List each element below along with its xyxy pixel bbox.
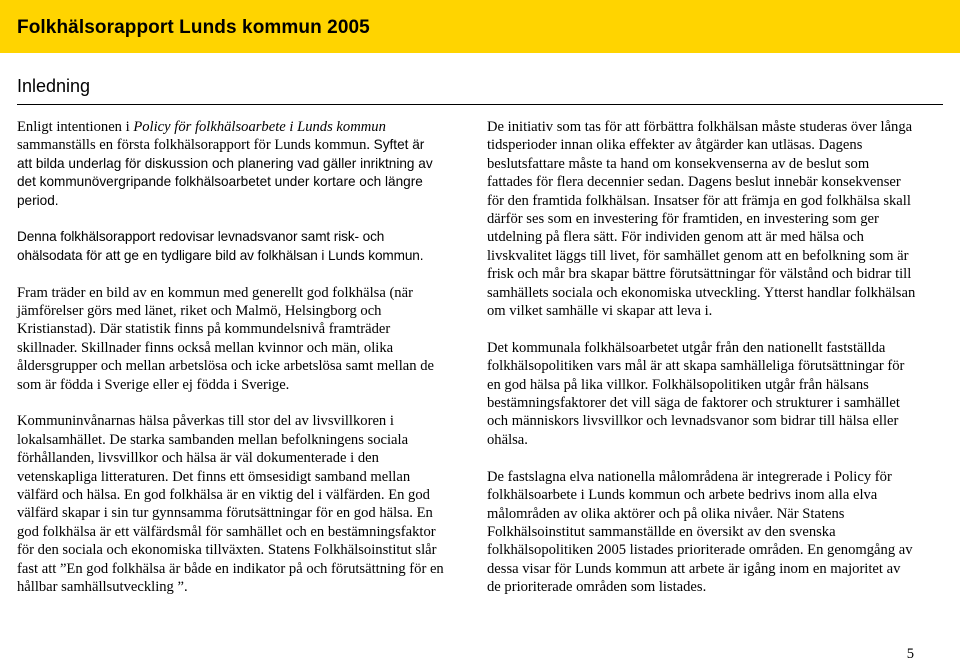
header-banner [0, 0, 960, 53]
paragraph-living-conditions: Kommuninvånarnas hälsa påverkas till stor del av livsvillkoren i lokalsamhället. De starka sambanden mellan befolkningens sociala förhållanden, livsvillkor och hälsa är väl dokumenterade i den vetenskapliga litteraturen. Det finns ett ömsesidigt samband mellan välfärd och hälsa. En god folkhälsa är en viktig del i välfärden. En god välfärd skapar i sin tur gynnsamma förutsättningar för en god hälsa. En god folkhälsa är ett välfärdsmål för samhället och en bestämningsfaktor för den sociala och ekonomiska tillväxten. Statens Folkhälsoinstitut slår fast att ”En god folkhälsa är både en indikator på och förutsättning för en hållbar samhällsutveckling ”. [17, 413, 444, 596]
document-title: Folkhälsorapport Lunds kommun 2005 [17, 17, 370, 38]
intro-purpose-text: Syftet är att bilda underlag för diskussion och planering vad gäller inriktning av det kommunövergripande folkhälsoarbetet under kortare och längre period. [17, 137, 433, 208]
paragraph-report-scope: Denna folkhälsorapport redovisar levnadsvanor samt risk- och ohälsodata för att ge en tydligare bild av folkhälsan i Lunds kommun. [17, 229, 424, 263]
page-number: 5 [906, 646, 914, 662]
heading-divider [17, 104, 943, 105]
paragraph-national-goals: De fastslagna elva nationella målområdena är integrerade i Policy för folkhälsoarbete i Lunds kommun och arbete bedrivs inom alla elva målområden av olika aktörer och på olika nivåer. När Statens Folkhälsoinstitut sammanställde en översikt av den svenska folkhälsopolitiken 2005 listades prioriterade områden. En genomgång av dessa visar för Lunds kommun att arbete är igång inom en majoritet av de prioriterade områden som listades. [487, 468, 913, 596]
right-column [487, 118, 917, 615]
section-heading: Inledning [17, 76, 91, 96]
paragraph-findings: Fram träder en bild av en kommun med generellt god folkhälsa (när jämförelser görs med länet, riket och Malmö, Helsingborg och Kristianstad). Där statistik finns på kommundelsnivå framträder skillnader. Skillnader finns också mellan kvinnor och män, olika åldersgrupper och mellan arbetslösa och icke arbetslösa samt mellan de som är födda i Sverige eller ej födda i Sverige. [17, 284, 434, 393]
intro-text-end: sammanställs en första folkhälsorapport för Lunds kommun. [17, 137, 374, 154]
paragraph-municipal-work: Det kommunala folkhälsoarbetet utgår från den nationellt fastställda folkhälsopolitiken vars mål är att skapa samhälleliga förutsättningar för en god hälsa på lika villkor. Folkhälsopolitiken utgår från hälsans bestämningsfaktorer det vill säga de faktorer och strukturer i samhället och människors livsvillkor och levnadsvanor som bidrar till hälsa eller ohälsa. [487, 339, 905, 448]
paragraph-initiatives: De initiativ som tas för att förbättra folkhälsan måste studeras över långa tidsperioder innan olika effekter av åtgärder kan utläsas. Dagens beslutsfattare måste ta hand om konsekvenserna av de beslut som fattades för flera decennier sedan. Dagens beslut innebär konsekvenser för den framtida folkhälsan. Insatser för att främja en god folkhälsa skall därför ses som en investering för framtiden, en investering som ger utdelning på flera sätt. För individen genom att är med hälsa och livskvalitet läggs till livet, för samhället genom att en befolkning som är frisk och mår bra skapar bättre förutsättningar för välstånd och bidrar till samhällets sociala och ekonomiska utveckling. Ytterst handlar folkhälsan om vilket samhälle vi skapar att leva i. [487, 119, 916, 320]
intro-text-start: Enligt intentionen i [17, 119, 134, 135]
paragraph-intro [17, 118, 437, 210]
left-column [17, 118, 449, 615]
policy-title-italic: Policy för folkhälsoarbete i Lunds kommun [133, 119, 386, 135]
